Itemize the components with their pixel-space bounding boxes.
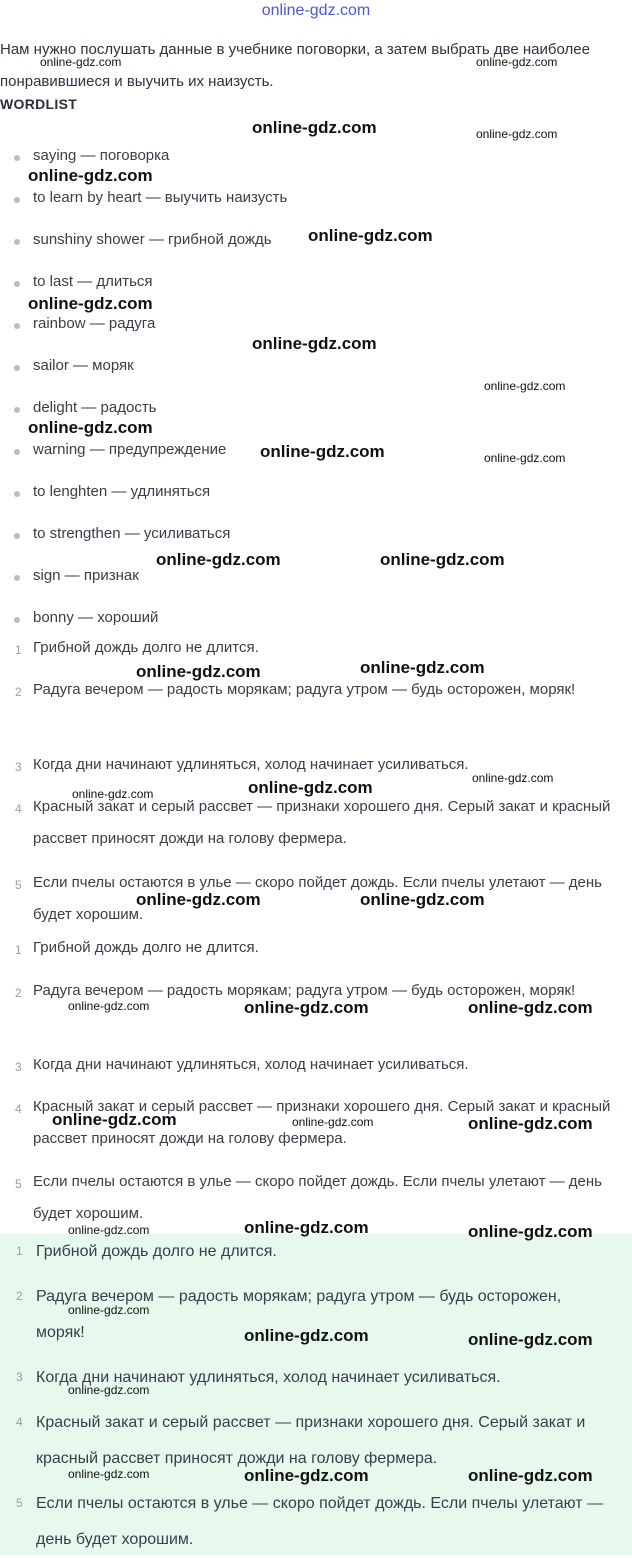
bullet-icon	[14, 617, 20, 623]
watermark: online-gdz.com	[136, 890, 261, 909]
list-number: 4	[15, 802, 22, 816]
list-item: Если пчелы остаются в улье — скоро пойдет дождь. Если пчелы улетают — день будет хорошим.	[33, 1173, 602, 1222]
list-item: Грибной дождь долго не длится.	[33, 639, 259, 656]
watermark: online-gdz.com	[468, 1466, 593, 1485]
watermark: online-gdz.com	[136, 662, 261, 681]
list-item: Радуга вечером — радость морякам; радуга утром — будь осторожен, моряк!	[36, 1288, 562, 1341]
list-item: Когда дни начинают удлиняться, холод начинает усиливаться.	[33, 1056, 469, 1073]
watermark: online-gdz.com	[484, 379, 566, 393]
list-item: Красный закат и серый рассвет — признаки хорошего дня. Серый закат и красный рассвет приносят дожди на голову фермера.	[33, 1098, 611, 1147]
watermark: online-gdz.com	[72, 787, 154, 801]
bullet-icon	[14, 533, 20, 539]
watermark: online-gdz.com	[244, 1466, 369, 1485]
bullet-icon	[14, 323, 20, 329]
list-item: Если пчелы остаются в улье — скоро пойдет дождь. Если пчелы улетают — день будет хорошим.	[33, 874, 602, 923]
watermark: online-gdz.com	[472, 771, 554, 785]
list-item: Красный закат и серый рассвет — признаки хорошего дня. Серый закат и красный рассвет приносят дожди на голову фермера.	[33, 798, 611, 847]
watermark: online-gdz.com	[68, 1223, 150, 1237]
watermark: online-gdz.com	[292, 1115, 374, 1129]
wordlist-item: to last — длиться	[33, 273, 153, 290]
wordlist-item: sailor — моряк	[33, 357, 134, 374]
list-number: 5	[15, 878, 22, 892]
watermark: online-gdz.com	[28, 294, 153, 313]
task-intro: Нам нужно послушать данные в учебнике поговорки, а затем выбрать две наиболее понравившиеся и выучить их наизусть.	[0, 41, 590, 90]
list-number: 5	[16, 1496, 23, 1510]
watermark: online-gdz.com	[468, 1330, 593, 1349]
list-number: 3	[16, 1370, 23, 1384]
list-item: Красный закат и серый рассвет — признаки хорошего дня. Серый закат и красный рассвет приносят дожди на голову фермера.	[36, 1414, 586, 1467]
watermark: online-gdz.com	[52, 1110, 177, 1129]
bullet-icon	[14, 281, 20, 287]
wordlist-item: saying — поговорка	[33, 147, 170, 164]
bullet-icon	[14, 155, 20, 161]
watermark: online-gdz.com	[468, 998, 593, 1017]
site-title[interactable]: online-gdz.com	[261, 2, 371, 19]
watermark: online-gdz.com	[156, 550, 281, 569]
watermark: online-gdz.com	[68, 1303, 150, 1317]
watermark: online-gdz.com	[252, 334, 377, 353]
watermark: online-gdz.com	[484, 451, 566, 465]
watermark: online-gdz.com	[68, 999, 150, 1013]
list-number: 1	[15, 643, 22, 657]
bullet-icon	[14, 365, 20, 371]
watermark: online-gdz.com	[308, 226, 433, 245]
wordlist-item: rainbow — радуга	[33, 315, 156, 332]
bullet-icon	[14, 449, 20, 455]
wordlist-item: to lenghten — удлиняться	[33, 483, 211, 500]
watermark: online-gdz.com	[360, 890, 485, 909]
watermark: online-gdz.com	[252, 118, 377, 137]
watermark: online-gdz.com	[68, 1383, 150, 1397]
wordlist-item: sign — признак	[33, 567, 139, 584]
watermark: online-gdz.com	[476, 55, 558, 69]
watermark: online-gdz.com	[248, 778, 373, 797]
bullet-icon	[14, 491, 20, 497]
watermark: online-gdz.com	[468, 1114, 593, 1133]
list-item: Радуга вечером — радость морякам; радуга утром — будь осторожен, моряк!	[33, 982, 576, 999]
wordlist-heading: WORDLIST	[0, 96, 78, 112]
list-item: Грибной дождь долго не длится.	[33, 939, 259, 956]
bullet-icon	[14, 575, 20, 581]
list-number: 5	[15, 1177, 22, 1191]
watermark: online-gdz.com	[360, 658, 485, 677]
watermark: online-gdz.com	[476, 127, 558, 141]
list-number: 2	[15, 986, 22, 1000]
list-number: 1	[16, 1244, 23, 1258]
watermark: online-gdz.com	[260, 442, 385, 461]
bullet-icon	[14, 239, 20, 245]
list-item: Когда дни начинают удлиняться, холод начинает усиливаться.	[33, 756, 469, 773]
watermark: online-gdz.com	[28, 166, 153, 185]
watermark: online-gdz.com	[244, 1218, 369, 1237]
list-number: 2	[15, 685, 22, 699]
wordlist-item: delight — радость	[33, 399, 157, 416]
list-number: 3	[15, 1060, 22, 1074]
list-number: 4	[16, 1415, 23, 1429]
bullet-icon	[14, 197, 20, 203]
watermark: online-gdz.com	[244, 1326, 369, 1345]
list-number: 3	[15, 760, 22, 774]
bullet-icon	[14, 407, 20, 413]
watermark: online-gdz.com	[68, 1467, 150, 1481]
list-item: Грибной дождь долго не длится.	[36, 1243, 277, 1260]
list-item: Когда дни начинают удлиняться, холод начинает усиливаться.	[36, 1369, 501, 1386]
list-item: Если пчелы остаются в улье — скоро пойдет дождь. Если пчелы улетают — день будет хорошим.	[36, 1495, 604, 1548]
watermark: online-gdz.com	[244, 998, 369, 1017]
list-number: 1	[15, 943, 22, 957]
watermark: online-gdz.com	[468, 1222, 593, 1241]
wordlist-item: bonny — хороший	[33, 609, 159, 626]
list-item: Радуга вечером — радость морякам; радуга утром — будь осторожен, моряк!	[33, 681, 576, 698]
wordlist-item: sunshiny shower — грибной дождь	[33, 231, 272, 248]
wordlist-item: to strengthen — усиливаться	[33, 525, 231, 542]
list-number: 2	[16, 1289, 23, 1303]
watermark: online-gdz.com	[380, 550, 505, 569]
wordlist-item: warning — предупреждение	[33, 441, 227, 458]
wordlist-item: to learn by heart — выучить наизусть	[33, 189, 288, 206]
watermark: online-gdz.com	[40, 55, 122, 69]
list-number: 4	[15, 1102, 22, 1116]
watermark: online-gdz.com	[28, 418, 153, 437]
